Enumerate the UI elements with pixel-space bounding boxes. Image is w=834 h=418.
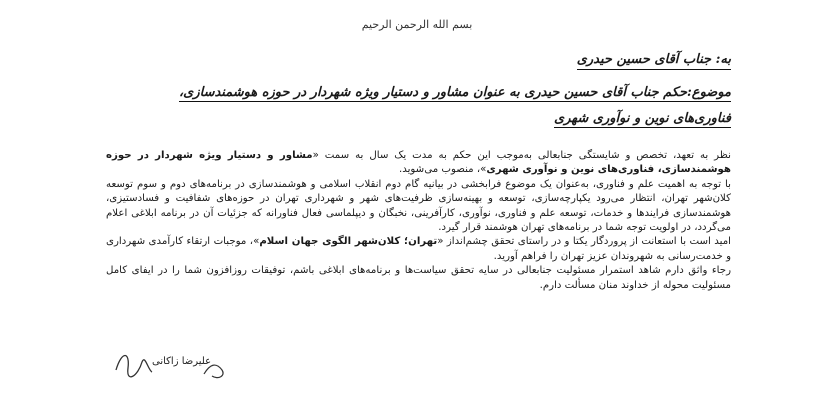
subject-block	[111, 80, 731, 132]
signatory-name: علیرضا زاکانی	[152, 356, 212, 367]
p3-vision-title: تهران؛ کلان‌شهر الگوی جهان اسلام	[259, 236, 438, 248]
subject-line-2: فناوری‌های نوین و نوآوری شهری	[554, 111, 731, 126]
paragraph-expectations: با توجه به اهمیت علم و فناوری، به‌عنوان یک موضوع فرابخشی در بیانیه گام دوم انقلاب اسلامی و هوشمندسازی در برنامه‌های دوم و سوم توسعه کلان‌شهر تهران، انتظار می‌رود یکپارچه‌سازی، توسعه و بهینه‌سازی ظرفیت‌های شهر و شهرداری تهران در حوزه‌های شفافیت و فسادستیزی، هوشمندسازی فرایندها و خدمات، توسعه علم و فناوری، نوآوری، کارآفرینی، نخبگان و دیپلماسی فعال فناورانه که جزئیات آن در برنامه ابلاغی اعلام می‌گردد، در اولویت توجه شما در برنامه‌های تهران هوشمند قرار گیرد.	[106, 178, 731, 234]
letter-body	[106, 149, 731, 293]
paragraph-closing: رجاء واثق دارم شاهد استمرار مسئولیت جنابعالی در سایه تحقق سیاست‌ها و برنامه‌های ابلاغی باشم، توفیقات روزافزون شما را در ایفای کامل مسئولیت محوله از خداوند منان مسألت دارم.	[106, 265, 731, 291]
recipient-line: به: جناب آقای حسین حیدری	[577, 52, 731, 70]
p1-position-title: مشاور و دستیار ویژه شهردار در حوزه هوشمندسازی، فناوری‌های نوین و نوآوری شهری	[106, 150, 731, 176]
paragraph-vision	[106, 235, 731, 264]
signature-block	[112, 340, 232, 384]
p1-start: نظر به تعهد، تخصص و شایستگی جنابعالی به‌موجب این حکم به مدت یک سال به سمت «	[312, 150, 731, 161]
p1-end: »، منصوب می‌شوید.	[399, 164, 487, 176]
p3-end: »، موجبات ارتقاء کارآمدی شهرداری و خدمت‌رسانی به شهروندان عزیز تهران را فراهم آورید.	[106, 236, 731, 262]
paragraph-appointment	[106, 149, 731, 178]
bismillah-heading: بسم الله الرحمن الرحیم	[361, 18, 473, 31]
subject-line-1: موضوع:حکم جناب آقای حسین حیدری به عنوان مشاور و دستیار ویژه شهردار در حوزه هوشمندسازی،	[178, 85, 731, 100]
p3-start: امید است با استعانت از پروردگار یکتا و در راستای تحقق چشم‌انداز «	[437, 236, 731, 248]
